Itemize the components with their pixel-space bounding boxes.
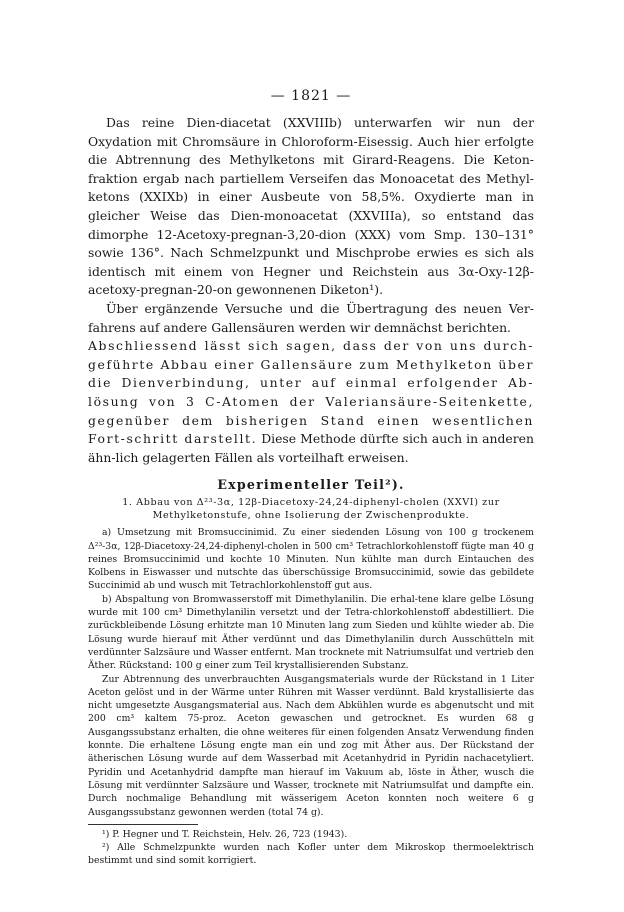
footnote-rule [88,824,198,825]
footnote-2: ²) Alle Schmelzpunkte wurden nach Kofler unter dem Mikroskop thermoelektrisch bestimmt und sind somit korrigiert. [88,841,534,866]
footnote-1: ¹) P. Hegner und T. Reichstein, Helv. 26, 723 (1943). [102,828,348,840]
paragraph-oxidation: Das reine Dien-diacetat (XXVIIIb) unterwarfen wir nun der Oxydation mit Chromsäure in Chloroform-Eisessig. Auch hier erfolgte die Abtrennung des Methylketons mit Girard-Reagens. Die Keton-fraktion ergab nach partiellem Verseifen das Monoacetat des Methyl-ketons (XXIXb) in einer Ausbeute von 58,5%. Oxydierte man in gleicher Weise das Dien-monoacetat (XXVIIIa), so entstand das dimorphe 12-Acetoxy-pregnan-3,20-dion (XXX) vom Smp. 130–131° sowie 136°. Nach Schmelzpunkt und Mischprobe erwies es sich als identisch mit einem von Hegner und Reichstein aus 3α-Oxy-12β-acetoxy-pregnan-20-on gewonnenen Diketon¹). [88,115,534,298]
journal-page [88,88,534,867]
footnotes [88,828,534,867]
body-paragraph-1 [88,114,534,467]
page-number: — 1821 — [270,88,352,104]
step-b-text: b) Abspaltung von Bromwasserstoff mit Dimethylanilin. Die erhal-tene klare gelbe Lösung wurde mit 100 cm³ Dimethylanilin versetzt und der Tetra-chlorkohlenstoff abdestilliert. Die zurückbleibende Lösung erhitzte man 10 Minuten lang zum Sieden und kühlte wieder ab. Die Lösung wurde hierauf mit Äther verdünnt und das Dimethylanilin durch Ausschütteln mit verdünnter Salzsäure und Wasser entfernt. Man trocknete mit Natriumsulfat und vertrieb den Äther. Rückstand: 100 g einer zum Teil krystallisierenden Substanz. [88,593,534,672]
paragraph-conclusion: Abschliessend lässt sich sagen, dass der von uns durch-geführte Abbau einer Gallensäure zum Methylketon über die Dienverbindung, unter auf einmal erfolgender Ab-lösung von 3 C-Atomen der Valeriansäure-Seitenkette, gegenüber dem bisherigen Stand einen wesentlichen Fort-schritt darstellt. [88,338,534,447]
subsection-title: 1. Abbau von Δ²³-3α, 12β-Diacetoxy-24,24-diphenyl-cholen (XXVI) zur Methylketonstufe, ohne Isolierung der Zwischenprodukte. [122,497,500,522]
step-c-text: Zur Abtrennung des unverbrauchten Ausgangsmaterials wurde der Rückstand in 1 Liter Aceton gelöst und in der Wärme unter Rühren mit Wasser verdünnt. Bald krystallisierte das nicht umgesetzte Ausgangsmaterial aus. Nach dem Abkühlen wurde es abgenutscht und mit 200 cm³ kaltem 75-proz. Aceton gewaschen und getrocknet. Es wurden 68 g Ausgangssubstanz erhalten, die ohne weiteres für einen folgenden Ansatz Verwendung finden konnte. Die erhaltene Lösung engte man ein und zog mit Äther aus. Der Rückstand der ätherischen Lösung wurde auf dem Wasserbad mit Acetanhydrid in Pyridin nachacetyliert. Pyridin und Acetanhydrid dampfte man hierauf im Vakuum ab, löste in Äther, wusch die Lösung mit verdünnter Salzsäure und Wasser, trocknete mit Natriumsulfat und dampfte ein. Durch nochmalige Behandlung mit wässerigem Aceton konnten noch weitere 6 g Ausgangssubstanz gewonnen werden (total 74 g). [88,673,534,818]
section-heading: Experimenteller Teil²). [217,477,405,493]
paragraph-outlook: Über ergänzende Versuche und die Übertragung des neuen Ver-fahrens auf andere Gallensäuren werden wir demnächst berichten. [88,300,534,335]
step-a-text: a) Umsetzung mit Bromsuccinimid. Zu einer siedenden Lösung von 100 g trockenem Δ²³-3α, 12β-Diacetoxy-24,24-diphenyl-cholen in 500 cm³ Tetrachlorkohlenstoff fügte man 40 g reines Bromsuccinimid und kochte 10 Minuten. Nun kühlte man durch Eintauchen des Kolbens in Eiswasser und nutschte das überschüssige Bromsuccinimid, sowie das gebildete Succinimid ab und wusch mit Tetrachlorkohlenstoff gut aus. [88,527,534,592]
experimental-text [88,526,534,819]
paragraph-method: Diese Methode dürfte sich auch in anderen ähn-lich gelagerten Fällen als vorteilhaft erweisen. [88,431,534,465]
